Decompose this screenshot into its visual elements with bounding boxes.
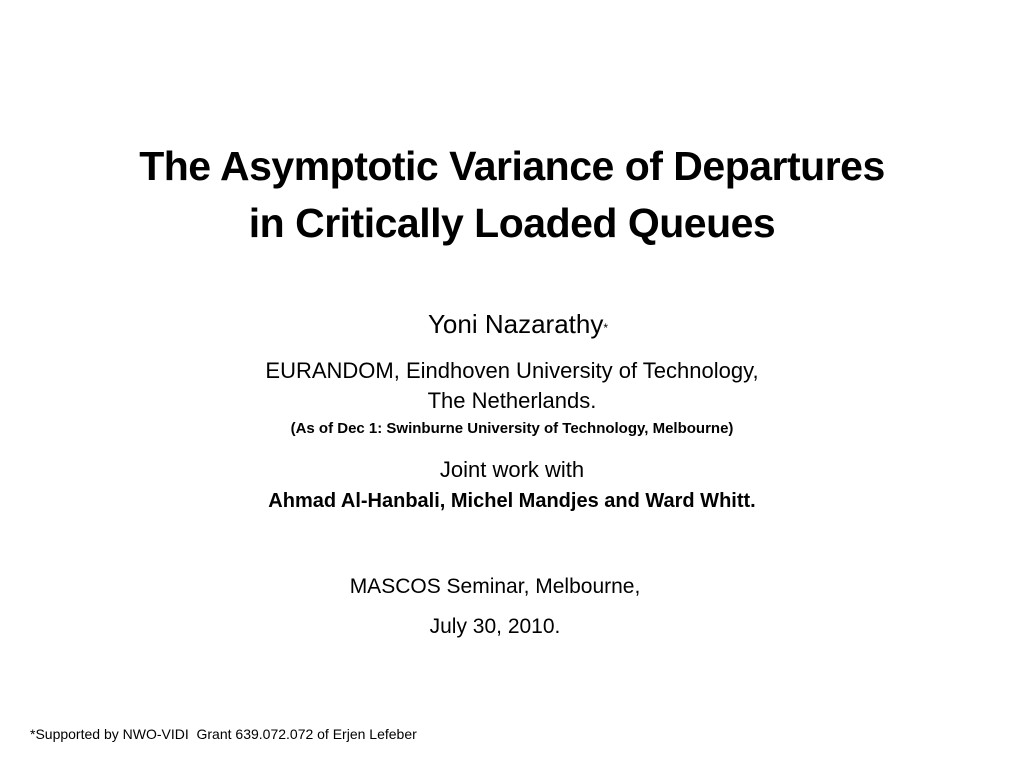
presentation-date: July 30, 2010.: [429, 615, 561, 638]
title-line-1: The Asymptotic Variance of Departures: [139, 143, 885, 189]
affiliation-line-1: EURANDOM, Eindhoven University of Technology,: [265, 358, 759, 383]
author-footnote-mark: *: [603, 321, 609, 335]
affiliation-note: (As of Dec 1: Swinburne University of Technology, Melbourne): [290, 420, 734, 437]
slide-title: [40, 138, 984, 252]
author-name: Yoni Nazarathy: [427, 309, 604, 339]
affiliation-line-2: The Netherlands.: [427, 388, 597, 413]
author-line: [72, 306, 964, 342]
title-line-2: in Critically Loaded Queues: [248, 200, 776, 246]
footnote: *Supported by NWO-VIDI Grant 639.072.072 of Erjen Lefeber: [30, 726, 417, 742]
venue: MASCOS Seminar, Melbourne,: [349, 575, 641, 598]
affiliation: [60, 356, 964, 416]
collaborators: Ahmad Al-Hanbali, Michel Mandjes and Ward Whitt.: [268, 490, 756, 512]
joint-work-label: Joint work with: [439, 457, 585, 482]
author-block: [60, 306, 964, 516]
